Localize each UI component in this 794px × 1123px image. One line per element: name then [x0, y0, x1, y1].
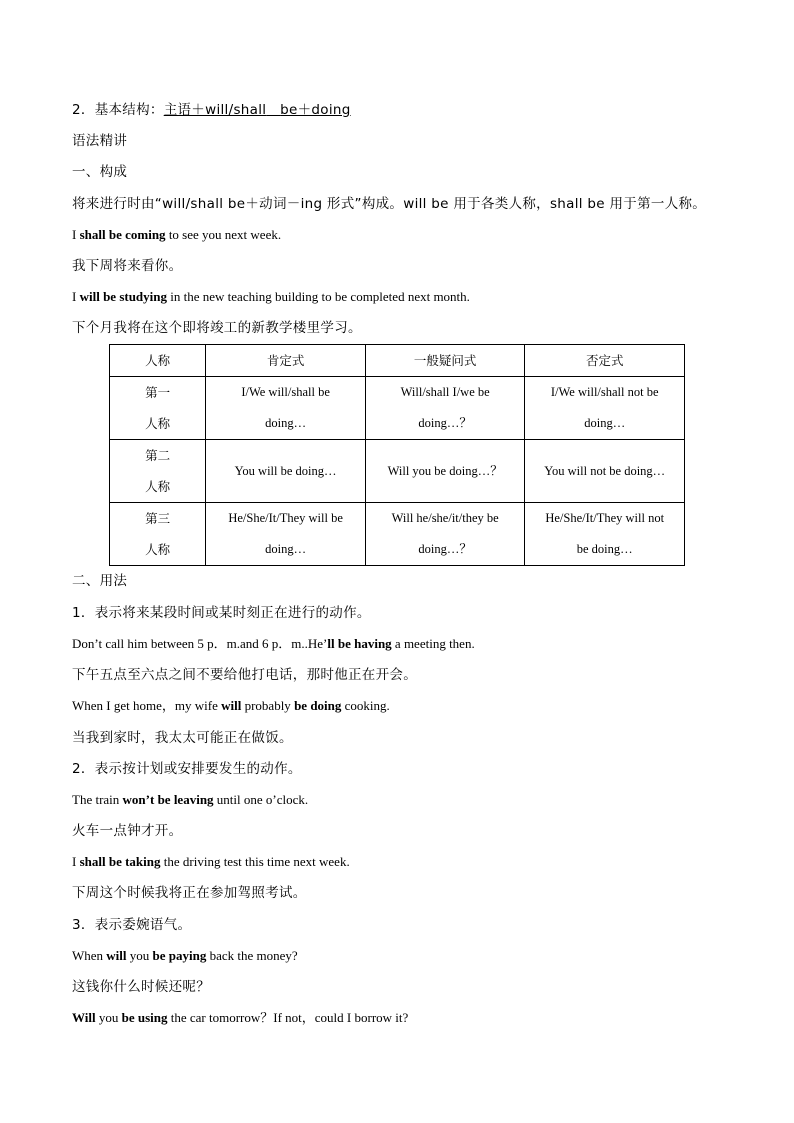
part2-title: 二、用法: [72, 573, 128, 589]
question-cell: Will you be doing…？: [365, 440, 525, 503]
example-translation: 这钱你什么时候还呢？: [72, 979, 210, 995]
person-cell: 第三 人称: [110, 503, 206, 566]
example-sentence: When will you be paying back the money?: [72, 948, 298, 963]
conjugation-table: [109, 344, 685, 566]
structure-prefix: 2．基本结构：: [72, 102, 164, 118]
header-person: 人称: [110, 345, 206, 377]
table-header-row: [110, 345, 685, 377]
table-row: [110, 503, 685, 566]
usage-title: 2．表示按计划或安排要发生的动作。: [72, 761, 302, 777]
part1-title: 一、构成: [72, 164, 128, 180]
person-cell: 第一 人称: [110, 377, 206, 440]
affirmative-cell: You will be doing…: [206, 440, 366, 503]
example-sentence: Will you be using the car tomorrow？If not，could I borrow it?: [72, 1010, 409, 1025]
example-translation: 当我到家时，我太太可能正在做饭。: [72, 730, 293, 746]
negative-cell: You will not be doing…: [525, 440, 685, 503]
section-title: 语法精讲: [72, 133, 128, 149]
table-row: [110, 440, 685, 503]
negative-cell: He/She/It/They will not be doing…: [525, 503, 685, 566]
question-cell: Will he/she/it/they be doing…？: [365, 503, 525, 566]
structure-heading: [72, 101, 351, 119]
usage-title: 3．表示委婉语气。: [72, 917, 192, 933]
structure-formula: 主语＋will/shall be＋doing: [163, 102, 351, 118]
example-translation: 火车一点钟才开。: [72, 823, 183, 839]
example-sentence: I will be studying in the new teaching building to be completed next month.: [72, 289, 470, 304]
header-question: 一般疑问式: [365, 345, 525, 377]
example-translation: 下个月我将在这个即将竣工的新教学楼里学习。: [72, 320, 362, 336]
example-sentence: I shall be taking the driving test this time next week.: [72, 854, 350, 869]
example-translation: 下周这个时候我将正在参加驾照考试。: [72, 885, 307, 901]
header-affirmative: 肯定式: [206, 345, 366, 377]
affirmative-cell: I/We will/shall be doing…: [206, 377, 366, 440]
header-negative: 否定式: [525, 345, 685, 377]
example-sentence: When I get home，my wife will probably be doing cooking.: [72, 698, 390, 713]
example-sentence: Don’t call him between 5 p．m.and 6 p．m..He’ll be having a meeting then.: [72, 636, 475, 651]
question-cell: Will/shall I/we be doing…？: [365, 377, 525, 440]
person-cell: 第二 人称: [110, 440, 206, 503]
example-translation: 我下周将来看你。: [72, 258, 183, 274]
affirmative-cell: He/She/It/They will be doing…: [206, 503, 366, 566]
example-translation: 下午五点至六点之间不要给他打电话，那时他正在开会。: [72, 667, 417, 683]
usage-title: 1．表示将来某段时间或某时刻正在进行的动作。: [72, 605, 371, 621]
example-sentence: I shall be coming to see you next week.: [72, 227, 282, 242]
table-row: [110, 377, 685, 440]
example-sentence: The train won’t be leaving until one o’clock.: [72, 792, 309, 807]
part1-intro: 将来进行时由“will/shall be＋动词－ing 形式”构成。will be 用于各类人称，shall be 用于第一人称。: [72, 196, 707, 212]
negative-cell: I/We will/shall not be doing…: [525, 377, 685, 440]
